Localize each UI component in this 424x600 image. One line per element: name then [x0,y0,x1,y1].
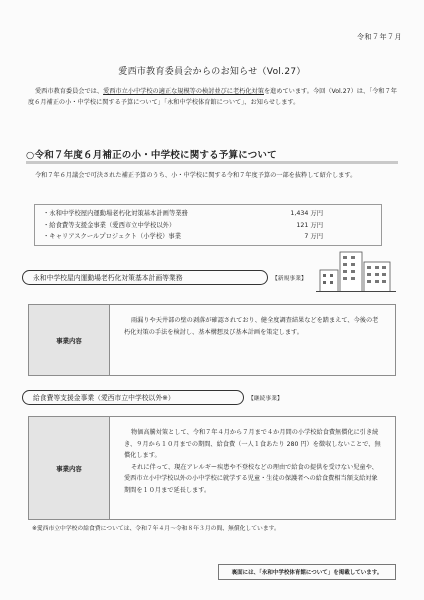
budget-item-name: ・永和中学校屋内運動場老朽化対策基本計画等業務 [43,210,188,217]
footnote: ※愛西市立中学校の給食費については、令和７年４月～令和８年３月の間、無償化しています。 [32,526,280,532]
page-title: 愛西市教育委員会からのお知らせ（Vol.27） [118,67,306,77]
project2-content-p1: 物価高騰対策として、令和７年４月から７月まで４か月間の小学校給食費無償化に引き続き、９月から１０月までの期間、給食費（一人１食あたり 280 円）を徴収しないことで、無償化します。 [124,429,381,459]
project2-content-cell [110,417,395,519]
school-building-illustration [316,244,396,292]
project1-content: 雨漏りや天井部の壁の剥落が確認されており、健全度調査結果などを踏まえて、今後の老朽化対策の手法を検討し、基本構想及び基本計画を策定します。 [124,317,379,336]
intro-text-1: 愛西市教育委員会では、 [35,88,104,95]
budget-row [43,208,373,220]
budget-item-amount: 1,434 万円 [290,210,323,217]
section-lead: 令和７年６月議会で可決された補正予算のうち、小・中学校に関する令和７年度予算の一部を抜粋して紹介します。 [35,172,357,179]
intro-underlined: 愛西市立小中学校の適正な規模等の検討並びに老朽化対策 [103,88,264,95]
intro-paragraph [28,86,400,108]
budget-item-amount: 7 万円 [304,233,323,240]
budget-item-name: ・キャリアスクールプロジェクト（小学校）事業 [43,233,182,240]
project1-tag: 【新規事業】 [272,276,307,282]
section-heading-text: ○令和７年度６月補正の小・中学校に関する予算について [26,150,277,161]
project1-label: 事業内容 [29,305,110,375]
budget-item-amount: 121 万円 [296,221,323,229]
budget-row [43,220,373,232]
budget-item-name: ・給食費等支援金事業（愛西市立中学校以外） [43,221,176,229]
project1-title: 永和中学校屋内運動場老朽化対策基本計画等業務 [22,270,268,285]
project2-content-p2: それに伴って、現在アレルギー疾患や不登校などの理由で給食の提供を受けない児童や、愛西市立小中学校以外の小中学校に就学する児童・生徒の保護者への給食費相当額支給対象期間を１０月まで延長します。 [124,463,378,494]
intro-text-2: を進めています。今回（Vol.27）は、「令和７年度６月補正の小・中学校に関する予算について」「永和中学校体育館について」、お知らせします。 [28,88,397,106]
section-heading [26,143,398,164]
project2-label: 事業内容 [29,417,110,519]
issue-date: 令和７年７月 [357,33,402,41]
project2-details [28,416,396,520]
back-page-notice: 裏面には、「永和中学校体育館について」を掲載しています。 [218,564,396,580]
project2-tag: 【継続事業】 [248,396,283,402]
project2-title: 給食費等支援金事業（愛西市立中学校以外※） [22,390,244,405]
project1-content-cell [110,305,395,375]
project1-details [28,304,396,376]
budget-summary-box [34,204,382,246]
budget-row [43,231,373,243]
